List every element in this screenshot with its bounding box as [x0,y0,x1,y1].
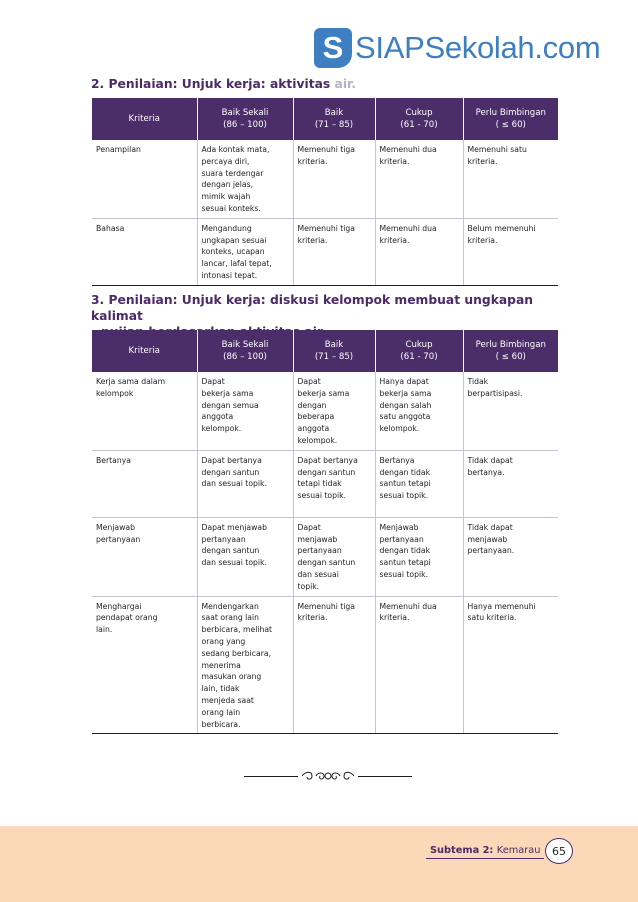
criteria-cell: Bahasa [92,218,197,285]
rubric-cell: Memenuhi dua kriteria. [375,218,463,285]
rubric-cell: Memenuhi tiga kriteria. [293,218,375,285]
rubric-cell: Tidak dapat menjawab pertanyaan. [463,517,558,596]
column-header: Baik (71 – 85) [293,98,375,140]
column-header: Cukup (61 - 70) [375,98,463,140]
ornament-divider [244,770,412,782]
rubric-cell: Mendengarkan saat orang lain berbicara, melihat orang yang sedang berbicara, menerima masukan orang lain, tidak menjeda saat orang lain berbicara. [197,596,293,734]
rubric-cell: Mengandung ungkapan sesuai konteks, ucapan lancar, lafal tepat, intonasi tepat. [197,218,293,285]
rubric-cell: Memenuhi dua kriteria. [375,596,463,734]
subtema-label [430,845,541,856]
rubric-cell: Ada kontak mata, percaya diri, suara terdengar dengan jelas, mimik wajah sesuai konteks. [197,140,293,218]
table-header-row [92,330,558,372]
siapsekolah-logo [314,26,630,70]
column-header: Baik Sekali (86 – 100) [197,330,293,372]
criteria-cell: Bertanya [92,450,197,517]
ornament-icon [300,770,356,782]
column-header: Perlu Bimbingan ( ≤ 60) [463,330,558,372]
criteria-cell: Menghargai pendapat orang lain. [92,596,197,734]
assessment-table-aktivitas-air [92,98,558,286]
rubric-cell: Hanya dapat bekerja sama dengan salah satu anggota kelompok. [375,372,463,450]
page-number: 65 [545,838,573,864]
criteria-cell: Kerja sama dalam kelompok [92,372,197,450]
rubric-cell: Dapat menjawab pertanyaan dengan santun dan sesuai topik. [197,517,293,596]
table-header-row [92,98,558,140]
section1-heading [91,76,356,92]
subtema-prefix: Subtema 2: [430,845,494,856]
rubric-cell: Memenuhi satu kriteria. [463,140,558,218]
rubric-cell: Memenuhi tiga kriteria. [293,596,375,734]
table-row [92,596,558,734]
assessment-table-diskusi-kelompok [92,330,558,734]
rubric-cell: Tidak berpartisipasi. [463,372,558,450]
rubric-cell: Hanya memenuhi satu kriteria. [463,596,558,734]
rubric-cell: Dapat menjawab pertanyaan dengan santun dan sesuai topik. [293,517,375,596]
section2-heading-line1: 3. Penilaian: Unjuk kerja: diskusi kelompok membuat ungkapan kalimat [91,293,534,323]
section1-heading-text: 2. Penilaian: Unjuk kerja: aktivitas [91,77,331,91]
column-header: Kriteria [92,98,197,140]
rubric-cell: Dapat bekerja sama dengan semua anggota kelompok. [197,372,293,450]
column-header: Cukup (61 - 70) [375,330,463,372]
subtema-underline [426,858,544,859]
section1-heading-tail: air. [334,77,357,91]
rubric-cell: Memenuhi dua kriteria. [375,140,463,218]
criteria-cell: Penampilan [92,140,197,218]
column-header: Baik Sekali (86 – 100) [197,98,293,140]
table-row [92,372,558,450]
criteria-cell: Menjawab pertanyaan [92,517,197,596]
column-header: Perlu Bimbingan ( ≤ 60) [463,98,558,140]
column-header: Kriteria [92,330,197,372]
table-row [92,218,558,285]
table-row [92,450,558,517]
rubric-cell: Dapat bekerja sama dengan beberapa anggota kelompok. [293,372,375,450]
rubric-cell: Tidak dapat bertanya. [463,450,558,517]
rubric-cell: Bertanya dengan tidak santun tetapi sesuai topik. [375,450,463,517]
column-header: Baik (71 – 85) [293,330,375,372]
logo-text: SIAPSekolah.com [355,30,601,65]
rubric-cell: Dapat bertanya dengan santun tetapi tidak sesuai topik. [293,450,375,517]
rubric-cell: Belum memenuhi kriteria. [463,218,558,285]
table-row [92,517,558,596]
table-row [92,140,558,218]
subtema-value: Kemarau [496,845,541,856]
logo-mark: S [314,28,352,68]
rubric-cell: Memenuhi tiga kriteria. [293,140,375,218]
rubric-cell: Menjawab pertanyaan dengan tidak santun tetapi sesuai topik. [375,517,463,596]
rubric-cell: Dapat bertanya dengan santun dan sesuai topik. [197,450,293,517]
footer-band [0,826,638,902]
